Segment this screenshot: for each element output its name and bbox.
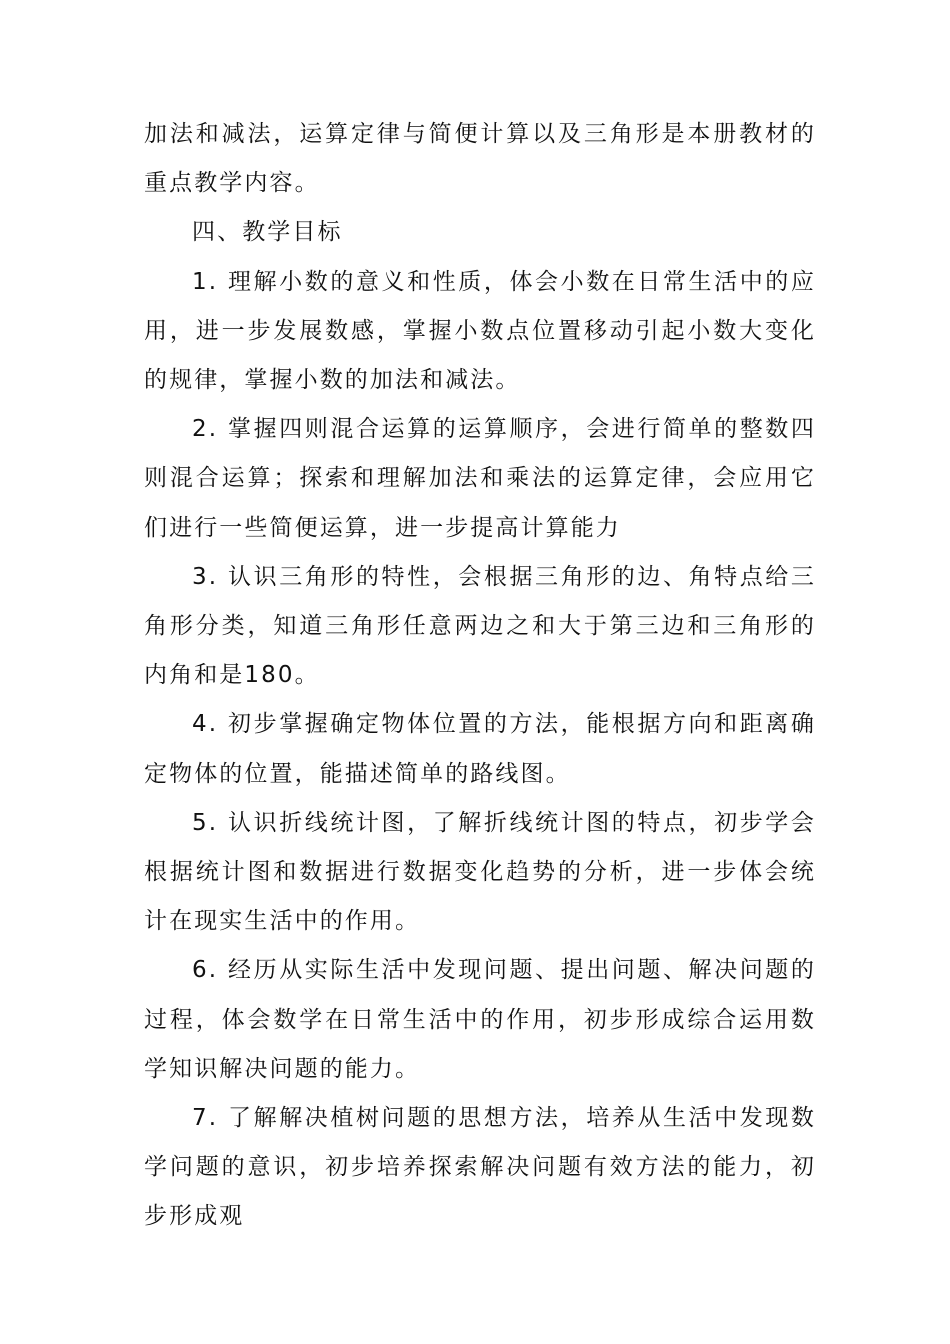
goal-item-6: 6. 经历从实际生活中发现问题、提出问题、解决问题的过程，体会数学在日常生活中的作用，初步形成综合运用数学知识解决问题的能力。: [144, 957, 816, 1082]
section-heading-teaching-goals: 四、教学目标: [192, 219, 343, 246]
goal-item-2: 2. 掌握四则混合运算的运算顺序，会进行简单的整数四则混合运算；探索和理解加法和乘法的运算定律，会应用它们进行一些简便运算，进一步提高计算能力: [144, 416, 816, 541]
goal-item-7: 7. 了解解决植树问题的思想方法，培养从生活中发现数学问题的意识，初步培养探索解决问题有效方法的能力，初步形成观: [144, 1105, 816, 1230]
goal-item-4: 4. 初步掌握确定物体位置的方法，能根据方向和距离确定物体的位置，能描述简单的路线图。: [144, 711, 816, 787]
body-text: [144, 110, 816, 1242]
paragraph-intro-continuation: 加法和减法，运算定律与简便计算以及三角形是本册教材的重点教学内容。: [144, 121, 816, 197]
goal-item-1: 1. 理解小数的意义和性质，体会小数在日常生活中的应用，进一步发展数感，掌握小数点位置移动引起小数大变化的规律，掌握小数的加法和减法。: [144, 268, 816, 394]
goal-item-5: 5. 认识折线统计图，了解折线统计图的特点，初步学会根据统计图和数据进行数据变化趋势的分析，进一步体会统计在现实生活中的作用。: [144, 809, 816, 935]
goal-item-3: 3. 认识三角形的特性，会根据三角形的边、角特点给三角形分类，知道三角形任意两边之和大于第三边和三角形的内角和是180。: [144, 563, 816, 689]
